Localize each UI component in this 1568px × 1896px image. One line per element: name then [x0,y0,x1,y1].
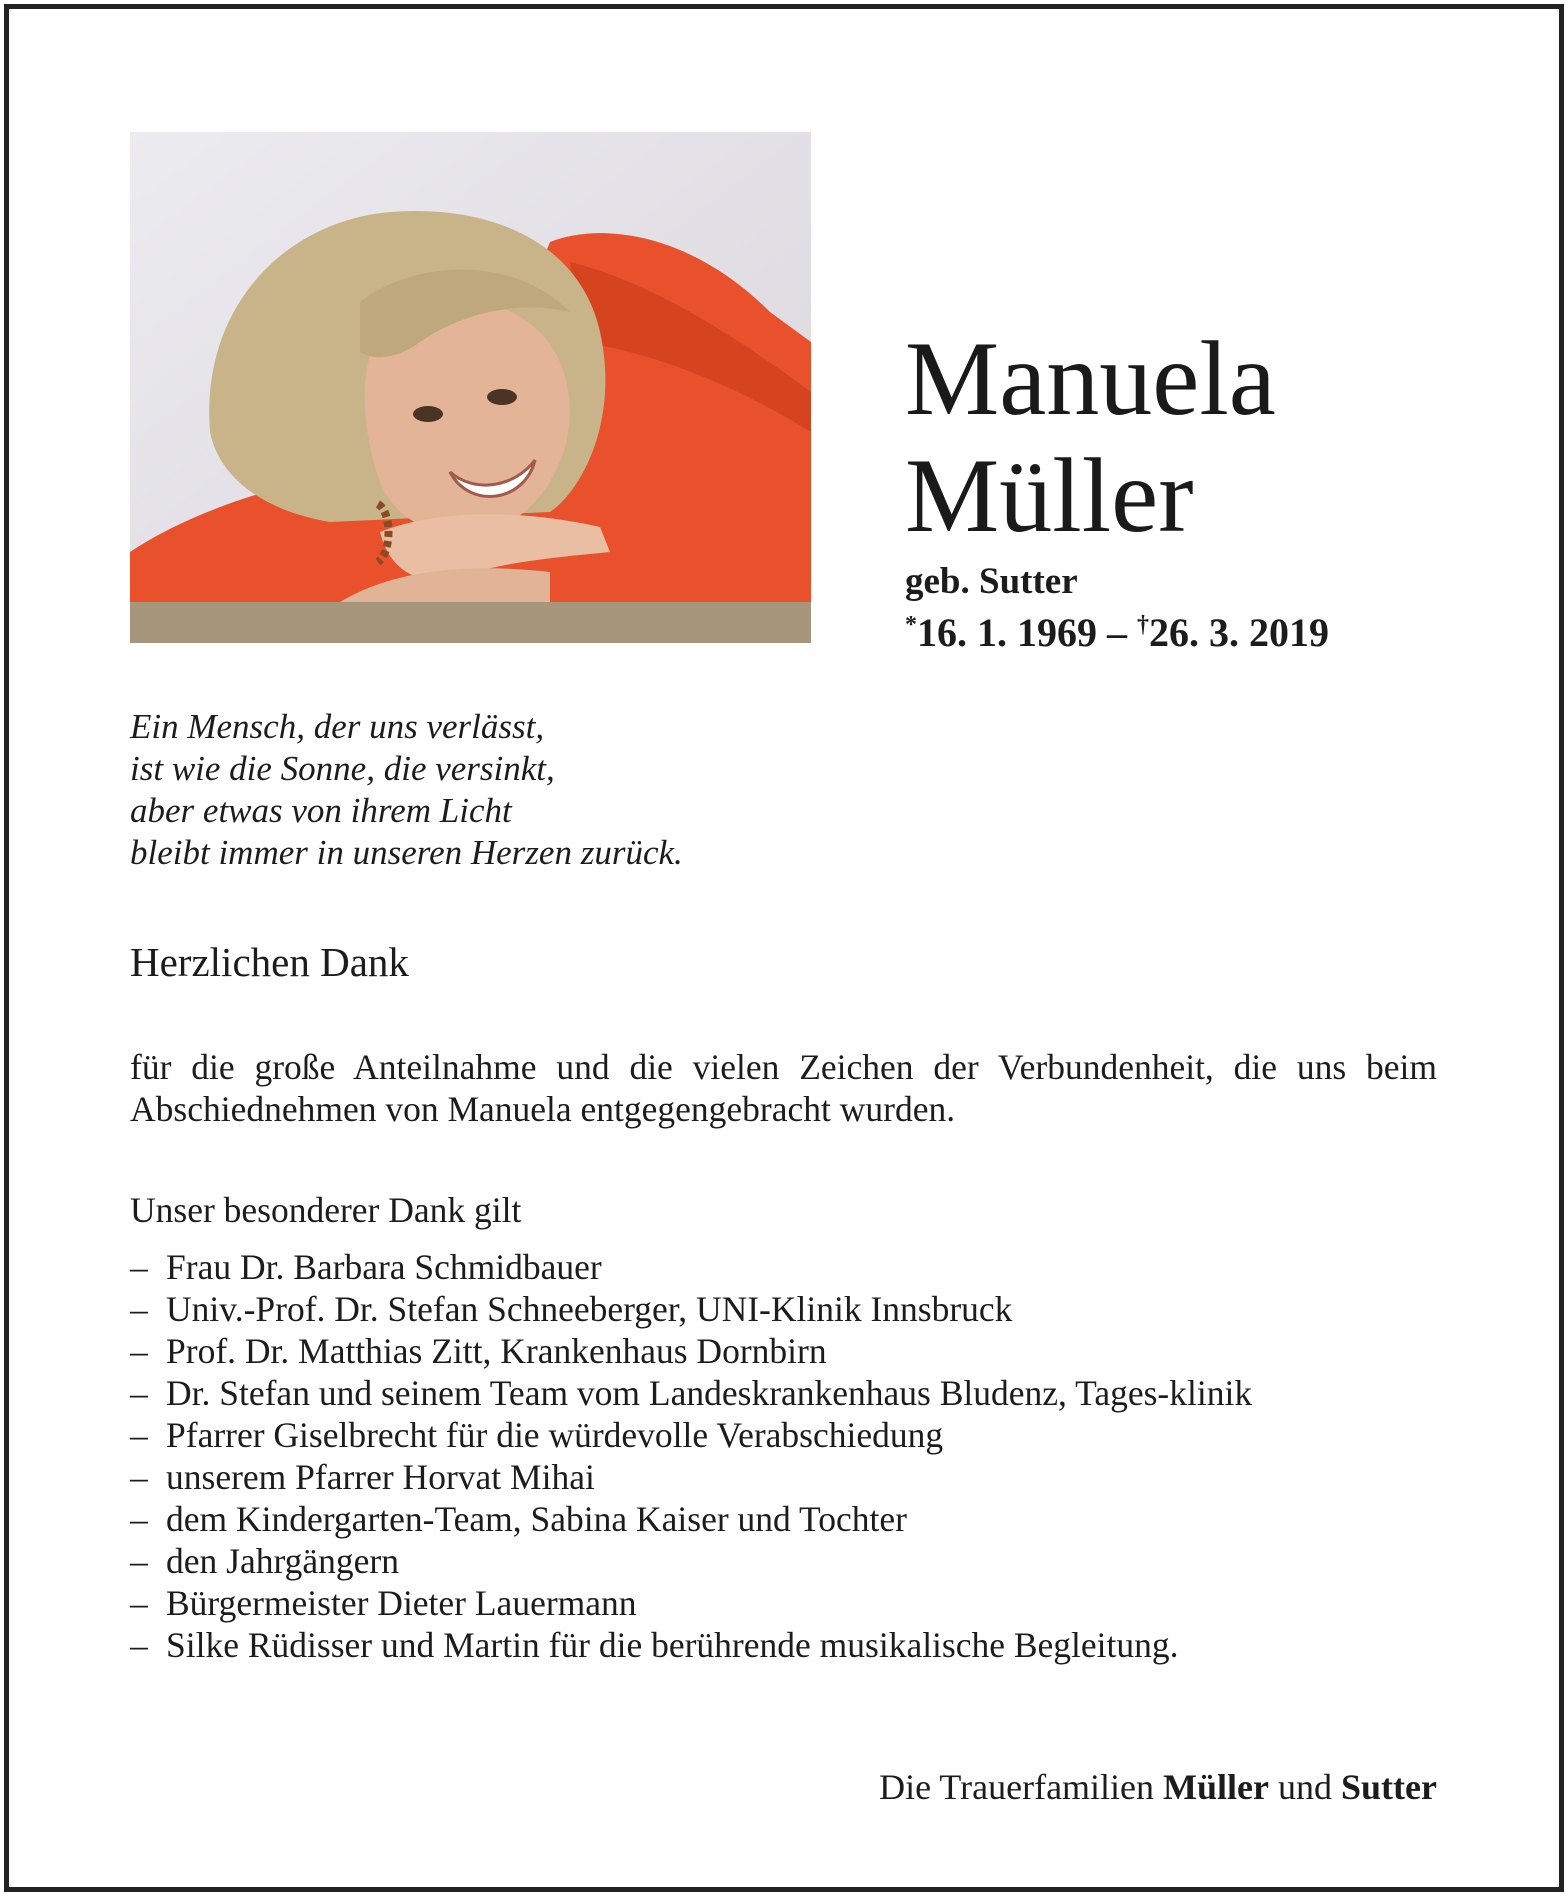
family-name-mueller: Müller [1163,1767,1270,1807]
list-item-text: Dr. Stefan und seinem Team vom Landeskrankenhaus Bludenz, Tages-klinik [166,1373,1253,1413]
died-date: 26. 3. 2019 [1149,610,1329,655]
last-name: Müller [905,437,1194,554]
list-dash: – [130,1457,148,1497]
list-item [130,1498,1437,1540]
poem-line: aber etwas von ihrem Licht [130,791,512,830]
list-dash: – [130,1499,148,1539]
born-symbol: * [905,612,917,638]
list-dash: – [130,1331,148,1371]
list-item-text: dem Kindergarten-Team, Sabina Kaiser und Tochter [166,1499,907,1539]
thanks-heading: Herzlichen Dank [130,939,409,985]
deceased-name [905,320,1276,554]
left-eye [413,406,443,422]
thanks-intro: Unser besonderer Dank gilt [130,1190,522,1230]
family-name-sutter: Sutter [1341,1767,1437,1807]
list-dash: – [130,1247,148,1287]
list-dash: – [130,1541,148,1581]
thanks-paragraph: für die große Anteilnahme und die vielen Zeichen der Verbundenheit, die uns beim Abschiednehmen von Manuela entgegengebracht wurden. [130,1047,1437,1129]
first-name: Manuela [905,320,1276,437]
list-item [130,1288,1437,1330]
list-item [130,1330,1437,1372]
life-dates [905,603,1329,655]
right-eye [487,389,517,405]
portrait-photo [130,132,811,643]
list-dash: – [130,1373,148,1413]
poem-line: Ein Mensch, der uns verlässt, [130,707,545,746]
date-separator: – [1097,610,1137,655]
died-symbol: † [1137,612,1149,638]
portrait-illustration [130,132,811,643]
list-item-text: Univ.-Prof. Dr. Stefan Schneeberger, UNI-Klinik Innsbruck [166,1289,1013,1329]
list-item [130,1372,1437,1414]
signature-connector: und [1269,1767,1342,1807]
list-item-text: Bürgermeister Dieter Lauermann [166,1583,637,1623]
list-dash: – [130,1415,148,1455]
list-item [130,1540,1437,1582]
poem-line: bleibt immer in unseren Herzen zurück. [130,833,683,872]
list-item [130,1456,1437,1498]
poem-line: ist wie die Sonne, die versinkt, [130,749,555,788]
thanks-list [130,1246,1437,1666]
born-date: 16. 1. 1969 [917,610,1097,655]
signature [879,1765,1437,1809]
list-dash: – [130,1625,148,1665]
list-item-text: den Jahrgängern [166,1541,399,1581]
list-item [130,1582,1437,1624]
list-item-text: Frau Dr. Barbara Schmidbauer [166,1247,602,1287]
poem [130,706,683,874]
list-item-text: Prof. Dr. Matthias Zitt, Krankenhaus Dornbirn [166,1331,827,1371]
list-dash: – [130,1583,148,1623]
list-item [130,1414,1437,1456]
signature-prefix: Die Trauerfamilien [879,1767,1164,1807]
list-item-text: unserem Pfarrer Horvat Mihai [166,1457,595,1497]
birth-name: geb. Sutter [905,561,1078,602]
list-item [130,1246,1437,1288]
list-item [130,1624,1437,1666]
list-dash: – [130,1289,148,1329]
list-item-text: Pfarrer Giselbrecht für die würdevolle Verabschiedung [166,1415,944,1455]
sofa [130,600,811,643]
list-item-text: Silke Rüdisser und Martin für die berührende musikalische Begleitung. [166,1625,1179,1665]
